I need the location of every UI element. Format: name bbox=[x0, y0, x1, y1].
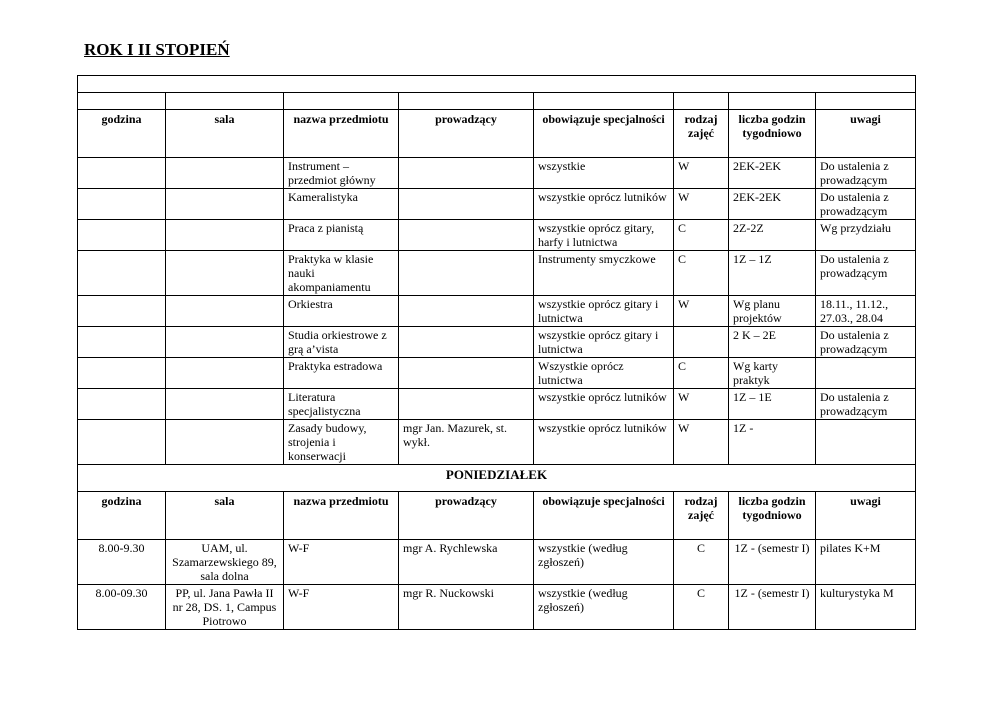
course-name: Literatura specjalistyczna bbox=[284, 389, 399, 420]
course-teacher bbox=[399, 389, 534, 420]
course-teacher bbox=[399, 189, 534, 220]
class-name: W-F bbox=[284, 540, 399, 585]
course-spec: wszystkie oprócz lutników bbox=[534, 420, 674, 465]
course-spec: wszystkie oprócz gitary i lutnictwa bbox=[534, 327, 674, 358]
header-cell: nazwa przedmiotu bbox=[284, 492, 399, 540]
header-cell: godzina bbox=[78, 492, 166, 540]
class-time: 8.00-09.30 bbox=[78, 585, 166, 630]
class-hours: 1Z - (semestr I) bbox=[729, 585, 816, 630]
class-type: C bbox=[674, 540, 729, 585]
course-teacher bbox=[399, 251, 534, 296]
course-teacher bbox=[399, 220, 534, 251]
course-name: Kameralistyka bbox=[284, 189, 399, 220]
schedule-table bbox=[77, 75, 916, 630]
course-notes: Do ustalenia z prowadzącym bbox=[816, 251, 916, 296]
table-row bbox=[78, 358, 916, 389]
course-hours: 1Z – 1E bbox=[729, 389, 816, 420]
course-name: Praca z pianistą bbox=[284, 220, 399, 251]
course-hours: Wg karty praktyk bbox=[729, 358, 816, 389]
course-spec: wszystkie oprócz gitary, harfy i lutnictwa bbox=[534, 220, 674, 251]
course-notes: Wg przydziału bbox=[816, 220, 916, 251]
course-type: W bbox=[674, 420, 729, 465]
table-row bbox=[78, 220, 916, 251]
header-cell: godzina bbox=[78, 110, 166, 158]
document-title: ROK I II STOPIEŃ bbox=[84, 40, 230, 59]
class-room: PP, ul. Jana Pawła II nr 28, DS. 1, Campus Piotrowo bbox=[166, 585, 284, 630]
table-row bbox=[78, 251, 916, 296]
table-row bbox=[78, 189, 916, 220]
spacer-row bbox=[78, 93, 916, 110]
class-room: UAM, ul. Szamarzewskiego 89, sala dolna bbox=[166, 540, 284, 585]
course-type: W bbox=[674, 389, 729, 420]
course-teacher bbox=[399, 358, 534, 389]
course-notes: Do ustalenia z prowadzącym bbox=[816, 389, 916, 420]
course-type: C bbox=[674, 220, 729, 251]
class-spec: wszystkie (według zgłoszeń) bbox=[534, 540, 674, 585]
course-spec: Wszystkie oprócz lutnictwa bbox=[534, 358, 674, 389]
table-row bbox=[78, 389, 916, 420]
course-hours: 1Z - bbox=[729, 420, 816, 465]
course-name: Instrument – przedmiot główny bbox=[284, 158, 399, 189]
spacer-row bbox=[78, 76, 916, 93]
table-row bbox=[78, 540, 916, 585]
course-type bbox=[674, 327, 729, 358]
class-teacher: mgr R. Nuckowski bbox=[399, 585, 534, 630]
course-notes: Do ustalenia z prowadzącym bbox=[816, 158, 916, 189]
course-name: Praktyka estradowa bbox=[284, 358, 399, 389]
course-name: Praktyka w klasie nauki akompaniamentu bbox=[284, 251, 399, 296]
table-row bbox=[78, 420, 916, 465]
header-cell: nazwa przedmiotu bbox=[284, 110, 399, 158]
course-spec: Instrumenty smyczkowe bbox=[534, 251, 674, 296]
course-notes bbox=[816, 358, 916, 389]
course-teacher bbox=[399, 327, 534, 358]
course-teacher: mgr Jan. Mazurek, st. wykł. bbox=[399, 420, 534, 465]
course-spec: wszystkie oprócz gitary i lutnictwa bbox=[534, 296, 674, 327]
day-row bbox=[78, 465, 916, 492]
day-title: PONIEDZIAŁEK bbox=[78, 465, 916, 492]
header-cell: prowadzący bbox=[399, 492, 534, 540]
course-spec: wszystkie oprócz lutników bbox=[534, 189, 674, 220]
course-notes bbox=[816, 420, 916, 465]
header-cell: obowiązuje specjalności bbox=[534, 492, 674, 540]
course-spec: wszystkie bbox=[534, 158, 674, 189]
course-name: Zasady budowy, strojenia i konserwacji bbox=[284, 420, 399, 465]
course-notes: 18.11., 11.12., 27.03., 28.04 bbox=[816, 296, 916, 327]
table-row bbox=[78, 327, 916, 358]
class-time: 8.00-9.30 bbox=[78, 540, 166, 585]
course-hours: 2EK-2EK bbox=[729, 189, 816, 220]
header-cell: rodzaj zajęć bbox=[674, 110, 729, 158]
header-row bbox=[78, 110, 916, 158]
course-hours: 2EK-2EK bbox=[729, 158, 816, 189]
course-hours: 2 K – 2E bbox=[729, 327, 816, 358]
class-name: W-F bbox=[284, 585, 399, 630]
header-cell: liczba godzin tygodniowo bbox=[729, 492, 816, 540]
class-hours: 1Z - (semestr I) bbox=[729, 540, 816, 585]
class-spec: wszystkie (według zgłoszeń) bbox=[534, 585, 674, 630]
course-type: W bbox=[674, 158, 729, 189]
table-row bbox=[78, 296, 916, 327]
table-row bbox=[78, 585, 916, 630]
course-type: C bbox=[674, 251, 729, 296]
course-hours: 1Z – 1Z bbox=[729, 251, 816, 296]
course-type: W bbox=[674, 296, 729, 327]
course-type: W bbox=[674, 189, 729, 220]
course-name: Orkiestra bbox=[284, 296, 399, 327]
header-cell: sala bbox=[166, 492, 284, 540]
course-hours: Wg planu projektów bbox=[729, 296, 816, 327]
course-teacher bbox=[399, 296, 534, 327]
class-teacher: mgr A. Rychlewska bbox=[399, 540, 534, 585]
class-type: C bbox=[674, 585, 729, 630]
header-row bbox=[78, 492, 916, 540]
header-cell: sala bbox=[166, 110, 284, 158]
course-hours: 2Z-2Z bbox=[729, 220, 816, 251]
class-notes: kulturystyka M bbox=[816, 585, 916, 630]
course-name: Studia orkiestrowe z grą a’vista bbox=[284, 327, 399, 358]
course-spec: wszystkie oprócz lutników bbox=[534, 389, 674, 420]
header-cell: uwagi bbox=[816, 492, 916, 540]
course-type: C bbox=[674, 358, 729, 389]
class-notes: pilates K+M bbox=[816, 540, 916, 585]
header-cell: liczba godzin tygodniowo bbox=[729, 110, 816, 158]
table-row bbox=[78, 158, 916, 189]
header-cell: uwagi bbox=[816, 110, 916, 158]
course-notes: Do ustalenia z prowadzącym bbox=[816, 189, 916, 220]
header-cell: rodzaj zajęć bbox=[674, 492, 729, 540]
course-notes: Do ustalenia z prowadzącym bbox=[816, 327, 916, 358]
header-cell: obowiązuje specjalności bbox=[534, 110, 674, 158]
course-teacher bbox=[399, 158, 534, 189]
header-cell: prowadzący bbox=[399, 110, 534, 158]
